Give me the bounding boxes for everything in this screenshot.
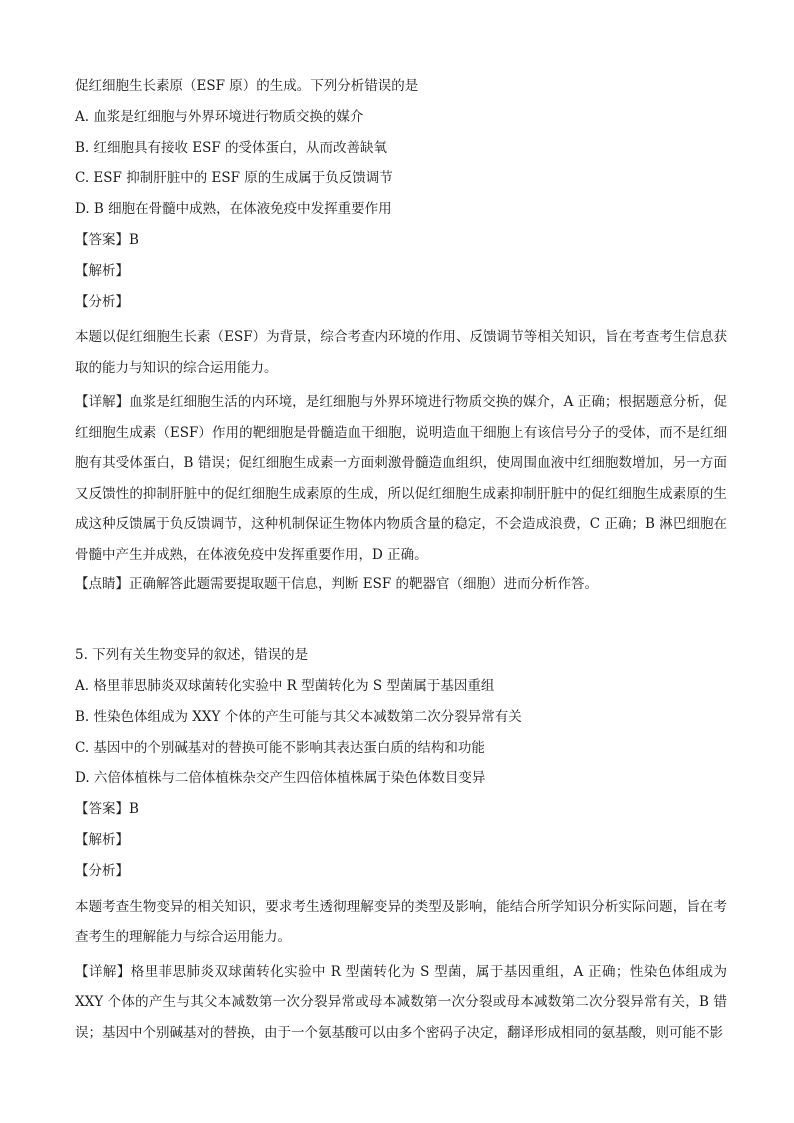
question-4-fenxi-text: 本题以促红细胞生长素（ESF）为背景，综合考查内环境的作用、反馈调节等相关知识，旨在考查考生信息获取的能力与知识的综合运用能力。 [75, 329, 727, 376]
question-5-analysis-heading: 【解析】 [75, 831, 129, 848]
question-5-answer: 【答案】B [75, 801, 139, 818]
question-4-analysis-heading: 【解析】 [75, 262, 129, 279]
question-4-dianjing: 【点睛】正确解答此题需要提取题干信息，判断 ESF 的靶器官（细胞）进而分析作答。 [75, 576, 599, 593]
question-4-option-b: B. 红细胞具有接收 ESF 的受体蛋白，从而改善缺氧 [75, 139, 388, 156]
question-5-option-a: A. 格里菲思肺炎双球菌转化实验中 R 型菌转化为 S 型菌属于基因重组 [75, 677, 495, 694]
question-4-option-c: C. ESF 抑制肝脏中的 ESF 原的生成属于负反馈调节 [75, 170, 393, 187]
question-4-option-d: D. B 细胞在骨髓中成熟，在体液免疫中发挥重要作用 [75, 201, 392, 218]
question-4-detail: 【详解】血浆是红细胞生活的内环境，是红细胞与外界环境进行物质交换的媒介，A 正确；根据题意分析，促红细胞生成素（ESF）作用的靶细胞是骨髓造血干细胞，说明造血干细胞上有该信号分子的受体，而不是红细胞有其受体蛋白，B 错误；促红细胞生成素一方面刺激骨髓造血组织，使周围血液中红细胞数增加，另一方面又反馈性的抑制肝脏中的促红细胞生成素原的生成，所以促红细胞生成素抑制肝脏中的促红细胞生成素原的生成这种反馈属于负反馈调节，这种机制保证生物体内物质含量的稳定，不会造成浪费，C 正确；B 淋巴细胞在骨髓中产生并成熟，在体液免疫中发挥重要作用，D 正确。 [75, 394, 727, 563]
question-4-answer: 【答案】B [75, 231, 139, 248]
question-5-fenxi-heading: 【分析】 [75, 862, 129, 879]
question-5-option-d: D. 六倍体植株与二倍体植株杂交产生四倍体植株属于染色体数目变异 [75, 770, 486, 787]
question-5-option-b: B. 性染色体组成为 XXY 个体的产生可能与其父本减数第二次分裂异常有关 [75, 708, 522, 725]
section-gap [75, 605, 727, 645]
question-4-stem-tail: 促红细胞生长素原（ESF 原）的生成。下列分析错误的是 [75, 78, 419, 94]
question-5-option-c: C. 基因中的个别碱基对的替换可能不影响其表达蛋白质的结构和功能 [75, 739, 485, 756]
document-page [75, 76, 727, 1048]
question-5-detail: 【详解】格里菲思肺炎双球菌转化实验中 R 型菌转化为 S 型菌，属于基因重组，A 正确；性染色体组成为 XXY 个体的产生与其父本减数第一次分裂异常或母本减数第一次分裂或母本减数第二次分裂异常有关，B 错误；基因中个别碱基对的替换，由于一个氨基酸可以由多个密码子决定，翻译形成相同的氨基酸，则可能不影 [75, 963, 727, 1041]
question-4-fenxi-heading: 【分析】 [75, 293, 129, 310]
question-4-option-a: A. 血浆是红细胞与外界环境进行物质交换的媒介 [75, 108, 364, 125]
question-5-stem: 5. 下列有关生物变异的叙述，错误的是 [75, 647, 309, 664]
question-5-fenxi-text: 本题考查生物变异的相关知识，要求考生透彻理解变异的类型及影响，能结合所学知识分析实际问题，旨在考查考生的理解能力与综合运用能力。 [75, 898, 727, 946]
